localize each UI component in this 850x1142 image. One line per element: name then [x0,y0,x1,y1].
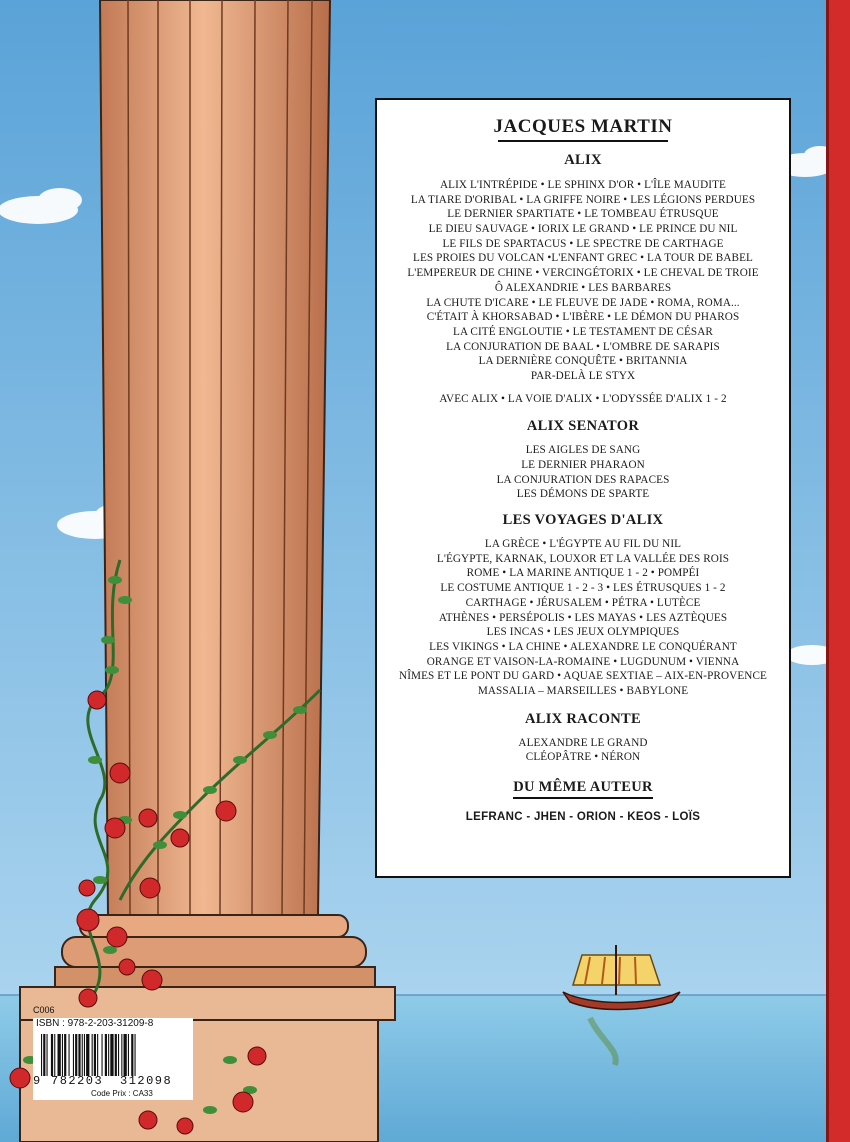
list-item: LES DÉMONS DE SPARTE [516,488,650,501]
list-item: CLÉOPÂTRE • NÉRON [525,751,641,764]
other-series-line: LEFRANC - JHEN - ORION - KEOS - LOÏS [465,811,701,824]
section-title-raconte: ALIX RACONTE [525,710,641,727]
list-item: LES INCAS • LES JEUX OLYMPIQUES [486,626,680,639]
barcode-bar [62,1034,63,1076]
author-name: JACQUES MARTIN [493,116,673,137]
list-item: CARTHAGE • JÉRUSALEM • PÉTRA • LUTÈCE [465,596,701,609]
section-title-senator: ALIX SENATOR [526,418,640,435]
senator-title-list [377,443,789,502]
barcode-bar [43,1034,45,1076]
barcode-bar [105,1034,107,1076]
barcode-bar [73,1034,74,1076]
list-item: LE FILS DE SPARTACUS • LE SPECTRE DE CARTHAGE [442,237,724,250]
list-item: ALEXANDRE LE GRAND [518,736,648,749]
title-list-panel [375,98,791,878]
list-item: LE DERNIER PHARAON [521,459,645,472]
barcode-bar [51,1034,53,1076]
raconte-title-list [377,736,789,765]
list-item: L'EMPEREUR DE CHINE • VERCINGÉTORIX • LE CHEVAL DE TROIE [407,267,759,280]
product-code: C006 [33,1005,55,1015]
barcode-bar [124,1034,127,1076]
price-code: Code Prix : CA33 [91,1089,153,1098]
barcode-bars [41,1034,191,1076]
barcode-digits-left: 782203 [51,1074,104,1088]
list-item: LA CONJURATION DES RAPACES [496,473,670,486]
barcode-bar [94,1034,96,1076]
barcode-bar [121,1034,122,1076]
list-item: NÎMES ET LE PONT DU GARD • AQUAE SEXTIAE – AIX-EN-PROVENCE [399,670,767,683]
alix-title-list [377,178,789,384]
list-item: LE DERNIER SPARTIATE • LE TOMBEAU ÉTRUSQUE [447,208,719,221]
list-item: LA CONJURATION DE BAAL • L'OMBRE DE SARAPIS [446,340,720,353]
book-spine [826,0,850,1142]
list-item: LA TIARE D'ORIBAL • LA GRIFFE NOIRE • LES LÉGIONS PERDUES [410,193,756,206]
list-item: MASSALIA – MARSEILLES • BABYLONE [477,684,689,697]
barcode-bar [58,1034,61,1076]
author-rule [498,140,668,142]
barcode-bar [64,1034,66,1076]
list-item: LE DIEU SAUVAGE • IORIX LE GRAND • LE PRINCE DU NIL [428,223,738,236]
list-item: LA DERNIÈRE CONQUÊTE • BRITANNIA [478,355,688,368]
barcode-bar [92,1034,93,1076]
barcode-digits-right: 312098 [120,1074,173,1088]
list-item: LA CITÉ ENGLOUTIE • LE TESTAMENT DE CÉSAR [453,325,713,338]
barcode-bar [102,1034,103,1076]
barcode-bar [118,1034,119,1076]
barcode-bar [47,1034,48,1076]
list-item: ROME • LA MARINE ANTIQUE 1 - 2 • POMPÉI [466,567,700,580]
barcode-bar [75,1034,77,1076]
list-item: C'ÉTAIT À KHORSABAD • L'IBÈRE • LE DÉMON DU PHAROS [426,311,740,324]
voyages-title-list [377,537,789,699]
barcode-bar [69,1034,70,1076]
list-item: LES VIKINGS • LA CHINE • ALEXANDRE LE CONQUÉRANT [429,640,737,653]
list-item: ATHÈNES • PERSÉPOLIS • LES MAYAS • LES AZTÈQUES [438,611,728,624]
barcode-digit-first: 9 [33,1074,41,1088]
barcode-bar [115,1034,117,1076]
barcode-bar [135,1034,136,1076]
section-title-same-author: DU MÊME AUTEUR [513,779,653,799]
barcode-bar [41,1034,42,1076]
barcode-bar [97,1034,98,1076]
barcode-bar [110,1034,113,1076]
section-title-voyages: LES VOYAGES D'ALIX [502,512,664,529]
alix-extra-line: AVEC ALIX • LA VOIE D'ALIX • L'ODYSSÉE D'ALIX 1 - 2 [439,392,727,405]
barcode-block [33,1018,193,1100]
barcode-bar [84,1034,85,1076]
isbn-text: ISBN : 978-2-203-31209-8 [36,1018,154,1029]
barcode-bar [108,1034,109,1076]
section-title-alix: ALIX [564,152,602,168]
list-item: LES AIGLES DE SANG [525,444,641,457]
barcode-bar [86,1034,89,1076]
list-item: LA CHUTE D'ICARE • LE FLEUVE DE JADE • ROMA, ROMA... [426,296,740,309]
barcode-bar [131,1034,133,1076]
barcode-bar [128,1034,129,1076]
list-item: ALIX L'INTRÉPIDE • LE SPHINX D'OR • L'ÎLE MAUDITE [439,179,726,191]
list-item: Ô ALEXANDRIE • LES BARBARES [494,281,672,294]
list-item: ORANGE ET VAISON-LA-ROMAINE • LUGDUNUM • VIENNA [426,655,740,668]
list-item: LA GRÈCE • L'ÉGYPTE AU FIL DU NIL [484,538,682,551]
list-item: L'ÉGYPTE, KARNAK, LOUXOR ET LA VALLÉE DES ROIS [436,552,730,565]
list-item: LES PROIES DU VOLCAN •L'ENFANT GREC • LA TOUR DE BABEL [413,252,753,265]
barcode-bar [78,1034,80,1076]
barcode-bar [54,1034,55,1076]
barcode-bar [82,1034,83,1076]
list-item: PAR-DELÀ LE STYX [530,369,636,382]
list-item: LE COSTUME ANTIQUE 1 - 2 - 3 • LES ÉTRUSQUES 1 - 2 [440,582,726,595]
